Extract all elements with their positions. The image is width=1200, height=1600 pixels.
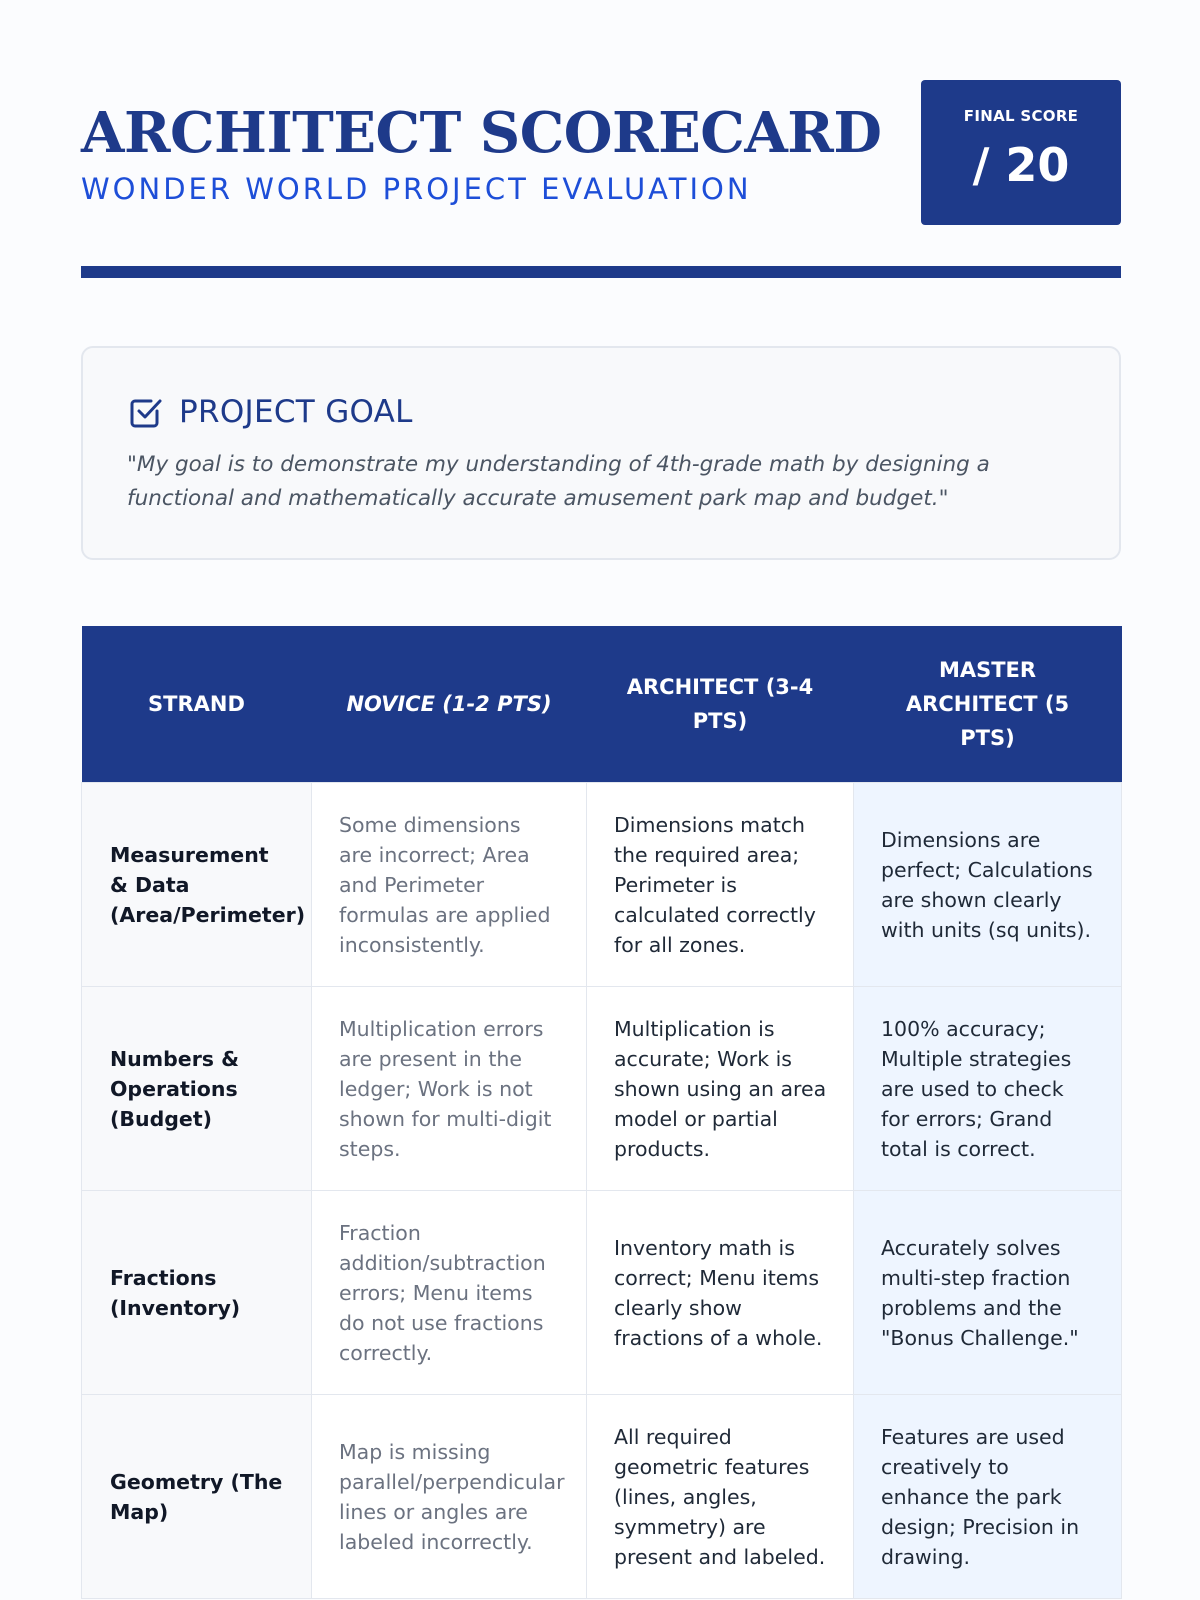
project-goal-text: "My goal is to demonstrate my understanding of 4th-grade math by designing a functional and mathematically accurate amusement park map and budget." (127, 452, 990, 511)
master-cell: Dimensions are perfect; Calculations are shown clearly with units (sq units). (854, 783, 1122, 987)
novice-cell: Some dimensions are incorrect; Area and Perimeter formulas are applied inconsistently. (312, 783, 587, 987)
master-cell: 100% accuracy; Multiple strategies are used to check for errors; Grand total is correct. (854, 987, 1122, 1191)
table-row (82, 987, 1122, 1191)
final-score-label: FINAL SCORE (963, 107, 1079, 125)
table-row (82, 1395, 1122, 1599)
final-score-box (921, 80, 1121, 225)
header (81, 80, 1121, 226)
project-goal-card (81, 346, 1121, 560)
strand-cell: Geometry (The Map) (82, 1395, 312, 1599)
novice-cell: Fraction addition/subtraction errors; Menu items do not use fractions correctly. (312, 1191, 587, 1395)
strand-cell: Numbers & Operations (Budget) (82, 987, 312, 1191)
column-header-strand: STRAND (82, 626, 312, 783)
architect-cell: All required geometric features (lines, angles, symmetry) are present and labeled. (587, 1395, 854, 1599)
master-cell: Accurately solves multi-step fraction problems and the "Bonus Challenge." (854, 1191, 1122, 1395)
page-title: ARCHITECT SCORECARD (81, 100, 882, 166)
final-score-value: / 20 (972, 138, 1070, 192)
page-subtitle: WONDER WORLD PROJECT EVALUATION (81, 172, 752, 206)
table-row (82, 783, 1122, 987)
master-cell: Features are used creatively to enhance the park design; Precision in drawing. (854, 1395, 1122, 1599)
checkbox-icon (127, 393, 165, 431)
rubric-table (81, 626, 1122, 1599)
rubric-header-row (82, 626, 1122, 783)
project-goal-title: PROJECT GOAL (179, 394, 413, 430)
project-goal-header (127, 392, 413, 432)
table-row (82, 1191, 1122, 1395)
column-header-master-architect: MASTER ARCHITECT (5 PTS) (854, 626, 1122, 783)
architect-cell: Dimensions match the required area; Perimeter is calculated correctly for all zones. (587, 783, 854, 987)
header-divider (81, 266, 1121, 278)
novice-cell: Map is missing parallel/perpendicular lines or angles are labeled incorrectly. (312, 1395, 587, 1599)
column-header-architect: ARCHITECT (3-4 PTS) (587, 626, 854, 783)
strand-cell: Measurement & Data (Area/Perimeter) (82, 783, 312, 987)
architect-cell: Multiplication is accurate; Work is shown using an area model or partial products. (587, 987, 854, 1191)
strand-cell: Fractions (Inventory) (82, 1191, 312, 1395)
architect-cell: Inventory math is correct; Menu items clearly show fractions of a whole. (587, 1191, 854, 1395)
column-header-novice: NOVICE (1-2 PTS) (312, 626, 587, 783)
novice-cell: Multiplication errors are present in the ledger; Work is not shown for multi-digit steps. (312, 987, 587, 1191)
